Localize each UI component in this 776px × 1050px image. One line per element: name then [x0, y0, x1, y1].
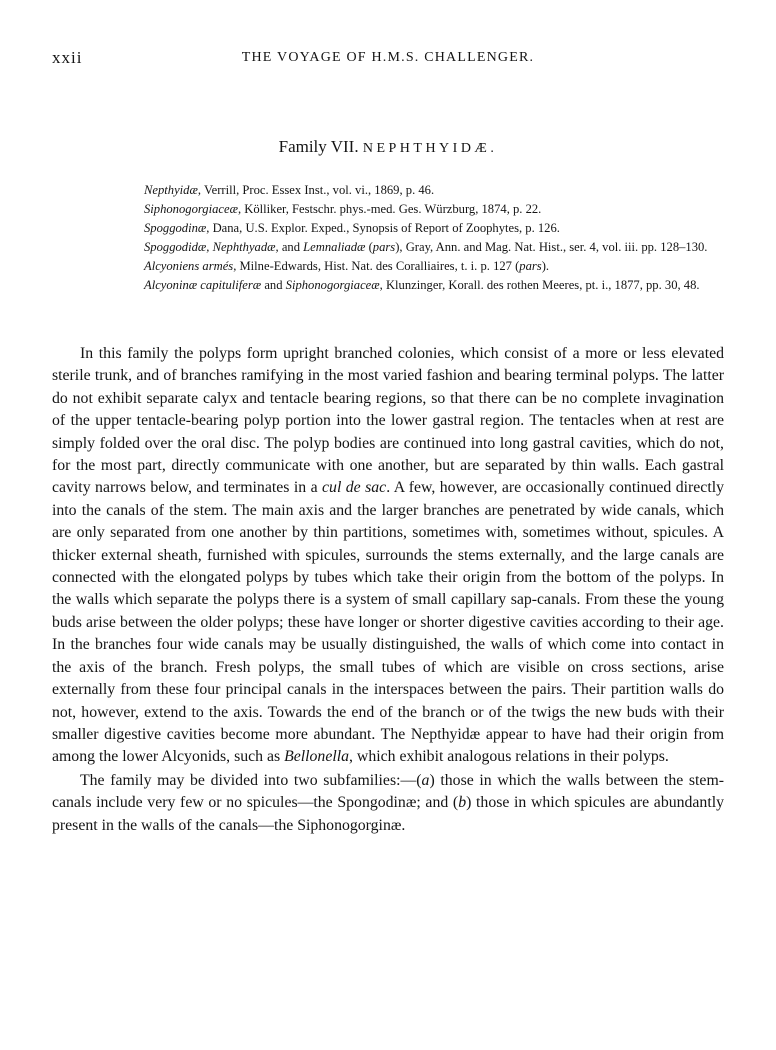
- taxon-name: Alcyoninæ capituliferæ: [144, 278, 262, 292]
- synonymy-entry: [144, 181, 728, 200]
- body-text: [52, 343, 724, 837]
- citation: , Verrill, Proc. Essex Inst., vol. vi., 1869, p. 46.: [197, 183, 435, 197]
- paragraph-subfamilies: The family may be divided into two subfamilies:—(a) those in which the walls between the stem-canals include very few or no spicules—the Spongodinæ; and (b) those in which spicules are abundantly present in the walls of the canals—the Siphonogorginæ.: [52, 771, 724, 834]
- punctuation: ).: [541, 259, 550, 273]
- taxon-name: Siphonogorgiaceæ: [285, 278, 380, 292]
- paragraph-family-description: In this family the polyps form upright branched colonies, which consist of a more or less elevated sterile trunk, and of branches ramifying in the most varied fashion and bearing terminal polyps. The latter do not exhibit separate calyx and tentacle bearing regions, so that there can be no complete invagination of the upper tentacle-bearing polyp portion into the lower gastral region. The tentacles when at rest are simply folded over the oral disc. The polyp bodies are continued into long gastral cavities, which do not, for the most part, directly communicate with one another, but are separated by thin walls. Each gastral cavity narrows below, and terminates in a cul de sac. A few, however, are occasionally continued directly into the canals of the stem. The main axis and the larger branches are penetrated by wide canals, which are only separated from one another by thin partitions, sometimes with, sometimes without, spicules. A thicker external sheath, furnished with spicules, surrounds the stems externally, and the large canals are connected with the elongated polyps by tubes which take their origin from the bottom of the polyps. In the walls which separate the polyps there is a system of small capillary sap-canals. From these the young buds arise between the older polyps; these have longer or shorter digestive cavities according to their age. In the branches four wide canals may be usually distinguished, the walls of which come into contact in the axis of the branch. Fresh polyps, the small tubes of which are visible on cross sections, arise externally from these four principal canals in the interspaces between the pairs. Their partition walls do not, however, extend to the axis. Towards the end of the branch or of the twigs the new buds with their smaller digestive cavities become more abundant. The Nepthyidæ appear to have had their origin from among the lower Alcyonids, such as Bellonella, which exhibit analogous relations in their polyps.: [52, 345, 724, 766]
- punctuation: (: [365, 240, 373, 254]
- synonymy-entry: [144, 257, 728, 276]
- latin-term: cul de sac: [322, 479, 387, 497]
- conjunction: and: [261, 278, 286, 292]
- taxon-name: Spoggodidæ, Nephthyadæ,: [144, 240, 279, 254]
- synonymy-entry: [144, 238, 728, 257]
- synonymy-entry: [144, 200, 728, 219]
- pars-note: pars: [519, 259, 542, 273]
- running-title: THE VOYAGE OF H.M.S. CHALLENGER.: [241, 50, 535, 65]
- conjunction: and: [278, 240, 304, 254]
- enum-letter: b: [458, 794, 467, 812]
- family-prefix: Family VII.: [278, 137, 359, 156]
- running-head: [52, 48, 724, 72]
- taxon-name: Siphonogorgiaceæ: [144, 202, 238, 216]
- page-number: xxii: [52, 48, 83, 67]
- synonymy-entry: [144, 276, 728, 295]
- citation: ), Gray, Ann. and Mag. Nat. Hist., ser. 4, vol. iii. pp. 128–130.: [395, 240, 708, 254]
- citation: , Milne-Edwards, Hist. Nat. des Coralliaires, t. i. p. 127 (: [233, 259, 520, 273]
- pars-note: pars: [372, 240, 396, 254]
- synonymy-list: [144, 181, 728, 295]
- taxon-name: Lemnaliadæ: [303, 240, 366, 254]
- citation: , Dana, U.S. Explor. Exped., Synopsis of Report of Zoophytes, p. 126.: [206, 221, 560, 235]
- citation: , Klunzinger, Korall. des rothen Meeres, pt. i., 1877, pp. 30, 48.: [379, 278, 700, 292]
- taxon-name: Spoggodinæ: [144, 221, 207, 235]
- synonymy-entry: [144, 219, 728, 238]
- family-heading: [0, 137, 776, 157]
- taxon-name: Nepthyidæ: [144, 183, 198, 197]
- citation: , Kölliker, Festschr. phys.-med. Ges. Würzburg, 1874, p. 22.: [237, 202, 542, 216]
- enum-letter: a: [421, 771, 430, 789]
- genus-name: Bellonella: [284, 748, 350, 766]
- family-name: NEPHTHYIDÆ.: [362, 141, 498, 156]
- taxon-name: Alcyoniens armés: [144, 259, 234, 273]
